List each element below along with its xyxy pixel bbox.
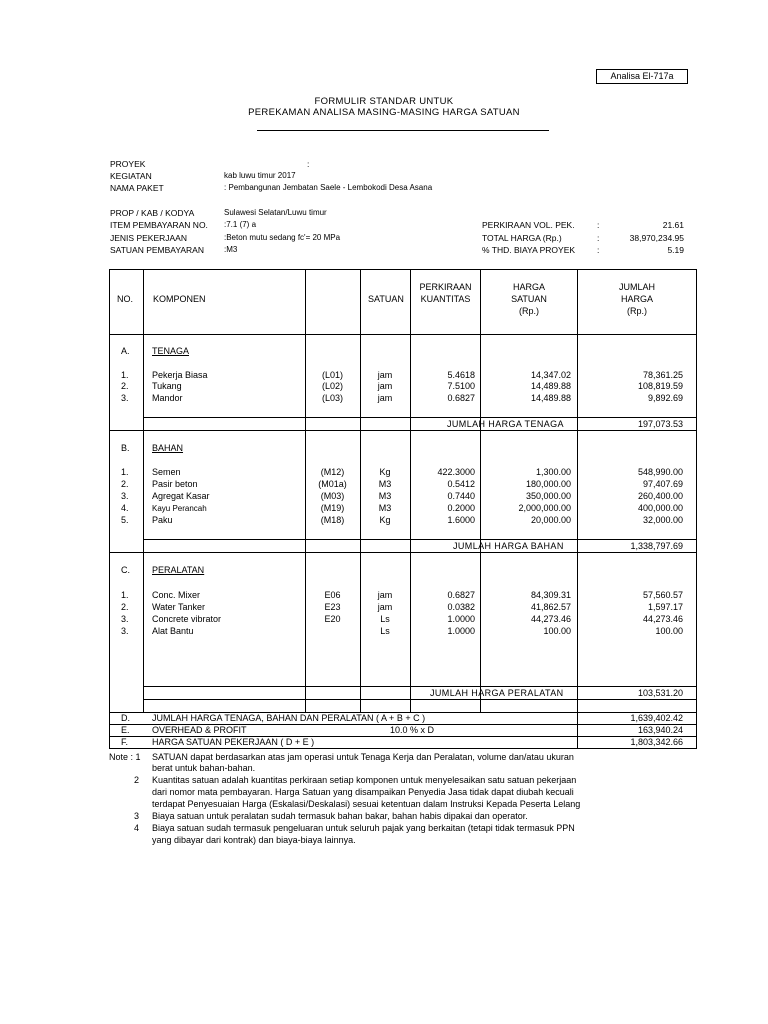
info-label-persen: % THD. BIAYA PROYEK <box>482 245 576 255</box>
col-header-satuan: SATUAN <box>368 294 404 304</box>
row-satuan: jam <box>377 393 393 403</box>
col-header-komponen: KOMPONEN <box>153 294 206 304</box>
row-kode: (M12) <box>320 467 345 477</box>
info-value-jenis: :Beton mutu sedang fc'= 20 MPa <box>224 233 341 242</box>
section-name-peralatan: PERALATAN <box>152 565 205 575</box>
summary-value-d: 1,639,402.42 <box>630 713 683 723</box>
col-header-jumlah-2: HARGA <box>620 294 653 304</box>
row-harga: 84,309.31 <box>530 590 571 600</box>
row-jumlah: 108,819.59 <box>637 381 683 391</box>
row-kuantitas: 0.6827 <box>447 393 475 403</box>
analysis-tag: Analisa El-717a <box>596 69 688 84</box>
summary-letter-e: E. <box>121 725 130 735</box>
row-kuantitas: 0.2000 <box>447 503 475 513</box>
row-satuan: Kg <box>379 515 391 525</box>
row-kuantitas: 1.6000 <box>447 515 475 525</box>
col-header-no: NO. <box>117 294 134 304</box>
row-satuan: Kg <box>379 467 391 477</box>
form-title-line1: FORMULIR STANDAR UNTUK <box>314 96 454 107</box>
row-satuan: jam <box>377 370 393 380</box>
row-jumlah: 32,000.00 <box>642 515 683 525</box>
row-harga: 44,273.46 <box>530 614 571 624</box>
row-satuan: jam <box>377 590 393 600</box>
summary-letter-f: F. <box>121 737 129 747</box>
info-sep-volume: : <box>597 220 600 230</box>
total-value-tenaga: 197,073.53 <box>637 419 683 429</box>
row-jumlah: 57,560.57 <box>642 590 683 600</box>
row-kode: E23 <box>324 602 341 612</box>
row-komponen: Mandor <box>152 393 183 403</box>
row-jumlah: 260,400.00 <box>637 491 683 501</box>
row-harga: 41,862.57 <box>530 602 571 612</box>
col-header-kuantitas-1: PERKIRAAN <box>419 282 472 292</box>
row-jumlah: 548,990.00 <box>637 467 683 477</box>
row-no: 1. <box>121 590 129 600</box>
row-no: 4. <box>121 503 129 513</box>
row-satuan: Ls <box>380 614 390 624</box>
note-number: 2 <box>134 775 140 785</box>
row-satuan: M3 <box>378 503 392 513</box>
summary-mid-e: 10.0 % x D <box>390 725 435 735</box>
info-label-jenis: JENIS PEKERJAAN <box>110 233 187 243</box>
total-label-peralatan: JUMLAH HARGA PERALATAN <box>430 688 564 698</box>
row-komponen: Water Tanker <box>152 602 206 612</box>
row-satuan: Ls <box>380 626 390 636</box>
note-line: Biaya satuan untuk peralatan sudah termasuk bahan bakar, bahan habis dipakai dan operator. <box>152 811 528 821</box>
row-no: 1. <box>121 467 129 477</box>
row-komponen: Pasir beton <box>152 479 198 489</box>
row-komponen: Agregat Kasar <box>152 491 210 501</box>
note-line: terdapat Penyesuaian Harga (Eskalasi/Deskalasi) sesuai ketentuan dalam Instruksi Kepada Peserta Lelang <box>152 799 581 809</box>
row-kode: (M01a) <box>318 479 347 489</box>
row-kuantitas: 7.5100 <box>447 381 475 391</box>
row-kode: (L01) <box>321 370 343 380</box>
row-jumlah: 1,597.17 <box>647 602 683 612</box>
total-value-bahan: 1,338,797.69 <box>630 541 683 551</box>
info-value-proyek: : <box>307 159 310 169</box>
row-jumlah: 97,407.69 <box>642 479 683 489</box>
summary-label-f: HARGA SATUAN PEKERJAAN ( D + E ) <box>152 737 315 747</box>
row-komponen: Kayu Perancah <box>152 504 207 513</box>
row-harga: 2,000,000.00 <box>518 503 571 513</box>
info-label-satuan: SATUAN PEMBAYARAN <box>110 245 204 255</box>
row-kode: (M18) <box>320 515 345 525</box>
row-komponen: Conc. Mixer <box>152 590 201 600</box>
section-name-bahan: BAHAN <box>152 443 184 453</box>
row-harga: 14,489.88 <box>530 393 571 403</box>
section-letter-c: C. <box>121 565 130 575</box>
row-satuan: jam <box>377 602 393 612</box>
row-no: 3. <box>121 491 129 501</box>
row-jumlah: 400,000.00 <box>637 503 683 513</box>
summary-label-e: OVERHEAD & PROFIT <box>152 725 247 735</box>
row-kuantitas: 422.3000 <box>437 467 475 477</box>
row-kode: (L03) <box>321 393 343 403</box>
row-harga: 350,000.00 <box>525 491 571 501</box>
info-value-volume: 21.61 <box>662 220 684 230</box>
note-line: SATUAN dapat berdasarkan atas jam operasi untuk Tenaga Kerja dan Peralatan, volume dan/atau ukuran <box>152 752 574 762</box>
row-komponen: Alat Bantu <box>152 626 194 636</box>
note-line: dari nomor mata pembayaran. Harga Satuan yang disampaikan Penyedia Jasa tidak dapat diubah kecuali <box>152 787 574 797</box>
row-jumlah: 78,361.25 <box>642 370 683 380</box>
row-satuan: M3 <box>378 479 392 489</box>
info-label-prop: PROP / KAB / KODYA <box>110 208 195 218</box>
row-kuantitas: 1.0000 <box>447 614 475 624</box>
note-line: berat untuk bahan-bahan. <box>152 763 256 773</box>
row-no: 5. <box>121 515 129 525</box>
title-divider <box>257 130 549 131</box>
row-no: 3. <box>121 393 129 403</box>
col-header-jumlah-3: (Rp.) <box>627 306 647 316</box>
row-komponen: Paku <box>152 515 173 525</box>
summary-value-f: 1,803,342.66 <box>630 737 683 747</box>
info-label-nama-paket: NAMA PAKET <box>110 183 164 193</box>
section-letter-b: B. <box>121 443 130 453</box>
col-header-kuantitas-2: KUANTITAS <box>420 294 471 304</box>
row-komponen: Tukang <box>152 381 182 391</box>
info-value-kegiatan: kab luwu timur 2017 <box>224 171 296 180</box>
info-value-nama-paket: : Pembangunan Jembatan Saele - Lembokodi Desa Asana <box>224 183 433 192</box>
row-satuan: M3 <box>378 491 392 501</box>
row-harga: 180,000.00 <box>525 479 571 489</box>
row-jumlah: 9,892.69 <box>647 393 683 403</box>
row-kode: (M03) <box>320 491 345 501</box>
row-kode: E20 <box>324 614 341 624</box>
info-value-total: 38,970,234.95 <box>629 233 684 243</box>
note-number: 3 <box>134 811 140 821</box>
col-header-harga-3: (Rp.) <box>519 306 539 316</box>
summary-value-e: 163,940.24 <box>637 725 683 735</box>
row-harga: 14,347.02 <box>530 370 571 380</box>
row-kuantitas: 5.4618 <box>447 370 475 380</box>
row-kuantitas: 0.7440 <box>447 491 475 501</box>
info-sep-persen: : <box>597 245 600 255</box>
note-number: Note : 1 <box>109 752 141 762</box>
row-kode: (L02) <box>321 381 343 391</box>
row-harga: 100.00 <box>543 626 571 636</box>
section-letter-a: A. <box>121 346 130 356</box>
total-label-bahan: JUMLAH HARGA BAHAN <box>453 541 564 551</box>
row-kuantitas: 0.0382 <box>447 602 475 612</box>
row-komponen: Pekerja Biasa <box>152 370 208 380</box>
note-number: 4 <box>134 823 140 833</box>
note-line: Biaya satuan sudah termasuk pengeluaran untuk seluruh pajak yang berkaitan (tetapi tidak termasuk PPN <box>152 823 575 833</box>
row-no: 2. <box>121 479 129 489</box>
total-value-peralatan: 103,531.20 <box>637 688 683 698</box>
form-title-line2: PEREKAMAN ANALISA MASING-MASING HARGA SATUAN <box>248 107 520 118</box>
info-value-prop: Sulawesi Selatan/Luwu timur <box>224 208 327 217</box>
info-label-kegiatan: KEGIATAN <box>110 171 152 181</box>
row-no: 3. <box>121 626 129 636</box>
row-komponen: Semen <box>152 467 181 477</box>
info-label-proyek: PROYEK <box>110 159 146 169</box>
info-label-total: TOTAL HARGA (Rp.) <box>482 233 562 243</box>
row-kuantitas: 0.6827 <box>447 590 475 600</box>
summary-letter-d: D. <box>121 713 130 723</box>
info-value-item: :7.1 (7) a <box>224 220 257 229</box>
col-header-jumlah-1: JUMLAH <box>618 282 655 292</box>
col-header-harga-1: HARGA <box>512 282 545 292</box>
row-harga: 20,000.00 <box>530 515 571 525</box>
info-value-satuan: :M3 <box>224 245 238 254</box>
info-label-item: ITEM PEMBAYARAN NO. <box>110 220 208 230</box>
summary-label-d: JUMLAH HARGA TENAGA, BAHAN DAN PERALATAN ( A + B + C ) <box>152 713 426 723</box>
row-no: 2. <box>121 602 129 612</box>
row-jumlah: 44,273.46 <box>642 614 683 624</box>
row-kode: (M19) <box>320 503 345 513</box>
total-label-tenaga: JUMLAH HARGA TENAGA <box>447 419 564 429</box>
row-no: 1. <box>121 370 129 380</box>
note-line: yang dibayar dari kontrak) dan biaya-biaya lainnya. <box>152 835 356 845</box>
row-kuantitas: 1.0000 <box>447 626 475 636</box>
row-no: 2. <box>121 381 129 391</box>
row-harga: 14,489.88 <box>530 381 571 391</box>
row-komponen: Concrete vibrator <box>152 614 222 624</box>
section-name-tenaga: TENAGA <box>152 346 190 356</box>
row-harga: 1,300.00 <box>535 467 571 477</box>
info-label-volume: PERKIRAAN VOL. PEK. <box>482 220 575 230</box>
row-kuantitas: 0.5412 <box>447 479 475 489</box>
col-header-harga-2: SATUAN <box>511 294 547 304</box>
row-kode: E06 <box>324 590 341 600</box>
note-line: Kuantitas satuan adalah kuantitas perkiraan setiap komponen untuk menyelesaikan satu satuan pekerjaan <box>152 775 577 785</box>
info-value-persen: 5.19 <box>667 245 684 255</box>
row-satuan: jam <box>377 381 393 391</box>
info-sep-total: : <box>597 233 600 243</box>
row-no: 3. <box>121 614 129 624</box>
row-jumlah: 100.00 <box>655 626 683 636</box>
